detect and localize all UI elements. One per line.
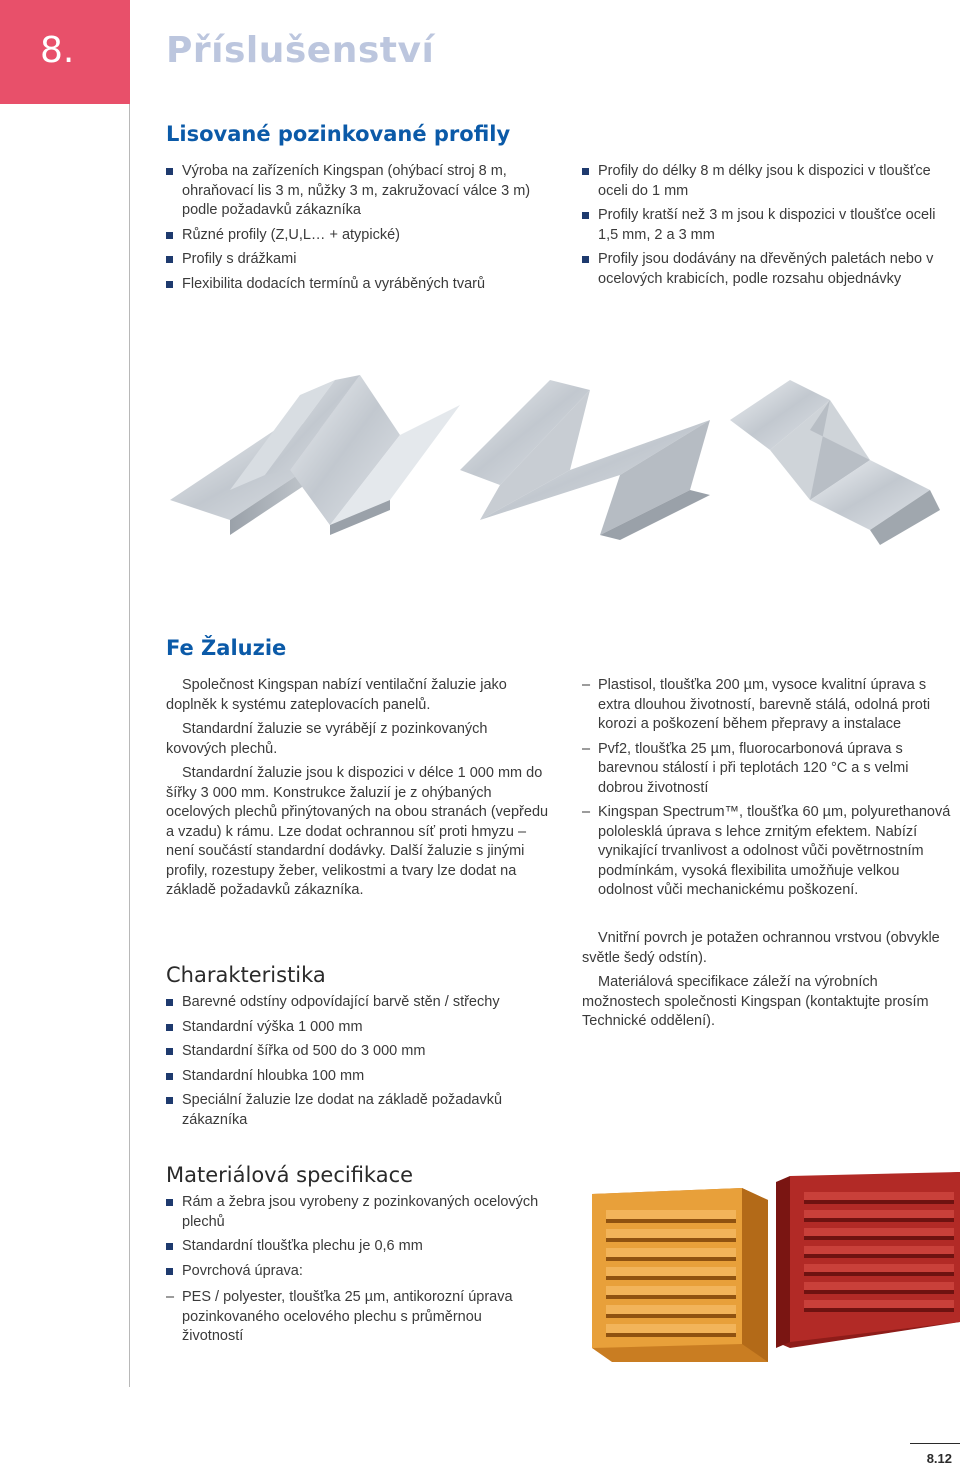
list-item: Výroba na zařízeních Kingspan (ohýbací stroj 8 m, ohraňovací lis 3 m, nůžky 3 m, zakružovací válce 3 m) podle požadavků zákazníka <box>166 162 546 221</box>
louvres-notes <box>582 929 956 1037</box>
paragraph: Vnitřní povrch je potažen ochrannou vrstvou (obvykle světle šedý odstín). <box>582 930 940 966</box>
list-item: Speciální žaluzie lze dodat na základě požadavků zákazníka <box>166 1091 546 1130</box>
list-item: Profily kratší než 3 m jsou k dispozici v tloušťce oceli 1,5 mm, 2 a 3 mm <box>582 206 954 245</box>
list-item: – Kingspan Spectrum™, tloušťka 60 µm, polyurethanová pololesklá úprava s lehce zrnitým efektem. Nabízí vynikající trvanlivost a odolnost vůči povětrnostním podmínkám, vysoká flexibilita umožňuje velkou odolnost vůči mechanickému poškození. <box>582 803 956 901</box>
louvres-heading: Fe Žaluzie <box>166 636 287 660</box>
profiles-left-list <box>166 162 546 299</box>
chapter-box <box>0 0 130 104</box>
page-number-rule <box>910 1443 960 1444</box>
page-number: 8.12 <box>926 1451 952 1466</box>
profile-omega <box>170 375 460 535</box>
profile-zigzag <box>460 380 710 540</box>
list-item: – PES / polyester, tloušťka 25 µm, antikorozní úprava pozinkovaného ocelového plechu s průměrnou životností <box>166 1288 546 1347</box>
profiles-image <box>170 360 950 600</box>
paragraph: Standardní žaluzie se vyrábějí z pozinkovaných kovových plechů. <box>166 721 488 757</box>
list-item: Flexibilita dodacích termínů a vyráběných tvarů <box>166 275 546 295</box>
paragraph: Standardní žaluzie jsou k dispozici v délce 1 000 mm do šířky 3 000 mm. Konstrukce žaluzií je z ohýbaných ocelových plechů přinýtovaných na obou stranách (vepředu a vzadu) k rámu. Lze dodat ochrannou síť proti hmyzu – není součástí standardní dodávky. Další žaluzie s jinými profily, rozestupy žeber, velikostmi a tvary lze dodat na základě požadavků zákazníka. <box>166 765 549 898</box>
material-heading: Materiálová specifikace <box>166 1163 414 1187</box>
chapter-number: 8. <box>40 30 75 71</box>
list-item: Povrchová úprava: <box>166 1262 546 1282</box>
profile-step <box>730 380 940 545</box>
profiles-right-list <box>582 162 954 294</box>
red-louvre-image <box>776 1172 960 1348</box>
list-item: Standardní hloubka 100 mm <box>166 1067 546 1087</box>
chapter-title: Příslušenství <box>166 30 435 71</box>
list-item: – Pvf2, tloušťka 25 µm, fluorocarbonová úprava s barevnou stálostí i při teplotách 120 °C a s velmi dobrou životností <box>582 740 956 799</box>
orange-louvre-image <box>592 1188 768 1362</box>
profiles-heading: Lisované pozinkované profily <box>166 122 511 146</box>
paragraph: Materiálová specifikace záleží na výrobních možnostech společnosti Kingspan (kontaktujte prosím Technické oddělení). <box>582 974 929 1029</box>
list-item: – Plastisol, tloušťka 200 µm, vysoce kvalitní úprava s extra dlouhou životností, barevně stálá, odolná proti korozi a poškození během přepravy a instalace <box>582 676 956 735</box>
red-louvre-slats <box>804 1192 954 1312</box>
list-item: Profily s drážkami <box>166 250 546 270</box>
list-item: Profily do délky 8 m délky jsou k dispozici v tloušťce oceli do 1 mm <box>582 162 954 201</box>
list-item: Barevné odstíny odpovídající barvě stěn / střechy <box>166 993 546 1013</box>
characteristics-heading: Charakteristika <box>166 963 326 987</box>
margin-rule <box>129 104 130 1387</box>
material-sublist <box>166 1288 546 1352</box>
characteristics-list <box>166 993 546 1135</box>
paragraph: Společnost Kingspan nabízí ventilační žaluzie jako doplněk k systému zateplovacích panelů. <box>166 677 507 713</box>
list-item: Standardní tloušťka plechu je 0,6 mm <box>166 1237 546 1257</box>
orange-louvre-slats <box>606 1210 736 1337</box>
finish-list <box>582 676 956 906</box>
list-item: Standardní výška 1 000 mm <box>166 1018 546 1038</box>
material-list <box>166 1193 546 1286</box>
louvres-intro <box>166 676 550 906</box>
list-item: Různé profily (Z,U,L… + atypické) <box>166 226 546 246</box>
list-item: Rám a žebra jsou vyrobeny z pozinkovaných ocelových plechů <box>166 1193 546 1232</box>
list-item: Profily jsou dodávány na dřevěných paletách nebo v ocelových krabicích, podle rozsahu objednávky <box>582 250 954 289</box>
list-item: Standardní šířka od 500 do 3 000 mm <box>166 1042 546 1062</box>
